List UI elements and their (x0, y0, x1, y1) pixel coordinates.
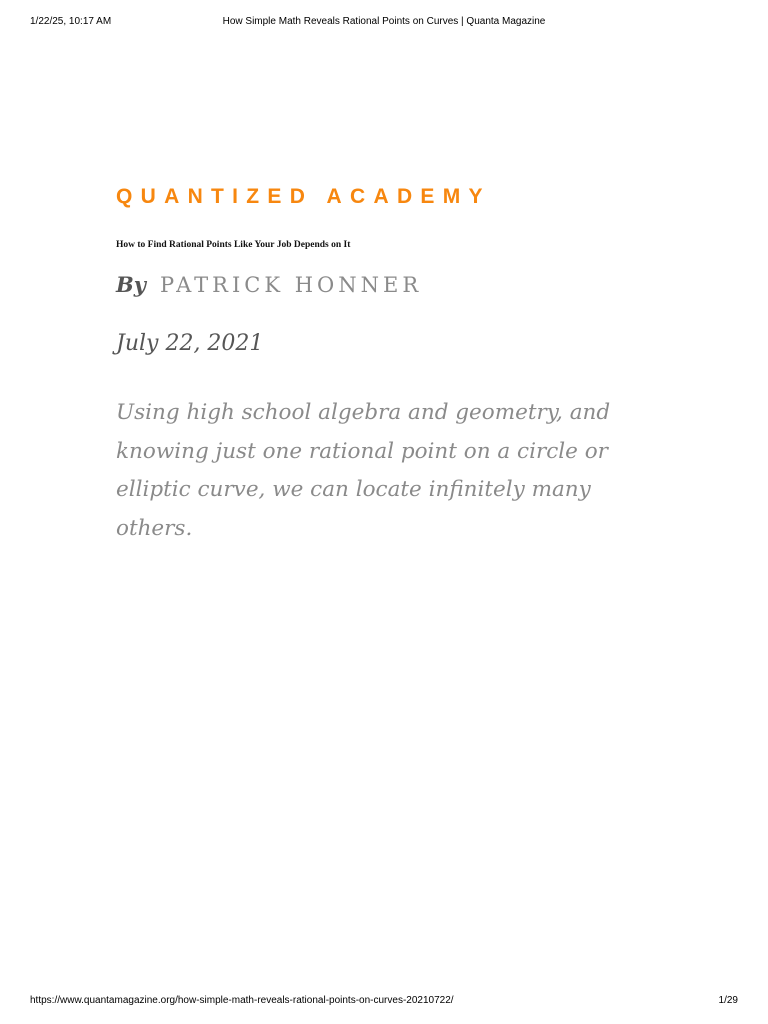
print-footer (0, 995, 768, 1011)
article-dek: Using high school algebra and geometry, and knowing just one rational point on a circle or elliptic curve, we can locate infinitely many others. (116, 400, 611, 541)
print-page-number: 1/29 (718, 995, 738, 1006)
print-url: https://www.quantamagazine.org/how-simple-math-reveals-rational-points-on-curves-20210722/ (30, 995, 454, 1006)
article-kicker: How to Find Rational Points Like Your Job Depends on It (116, 240, 351, 250)
print-header (0, 16, 768, 32)
author-name[interactable]: PATRICK HONNER (159, 273, 423, 297)
byline (116, 272, 422, 297)
print-page-title: How Simple Math Reveals Rational Points on Curves | Quanta Magazine (222, 16, 546, 27)
print-datetime: 1/22/25, 10:17 AM (30, 16, 112, 27)
section-label[interactable]: QUANTIZED ACADEMY (116, 185, 491, 208)
publish-date: July 22, 2021 (116, 331, 264, 356)
byline-prefix: By (116, 272, 146, 297)
